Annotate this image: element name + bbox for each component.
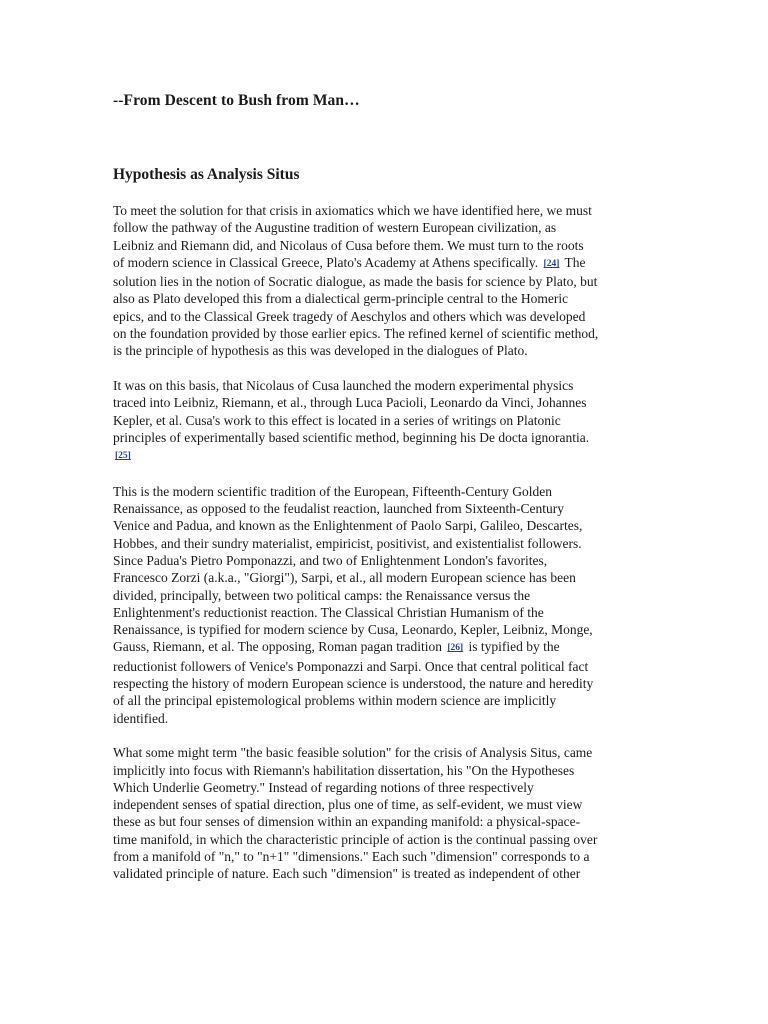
text-line — [113, 848, 658, 865]
text-line — [113, 813, 658, 830]
page-heading: --From Descent to Bush from Man… — [113, 92, 360, 109]
text-segment: Which Underlie Geometry." Instead of regarding notions of three respectively — [113, 779, 534, 795]
text-line — [113, 219, 658, 236]
text-line — [113, 621, 658, 638]
text-line — [113, 552, 658, 569]
text-line — [113, 779, 658, 796]
text-segment: Renaissance, is typified for modern science by Cusa, Leonardo, Kepler, Leibniz, Monge, — [113, 622, 593, 638]
text-line — [113, 692, 658, 709]
text-segment: is typified by the — [465, 639, 560, 655]
text-segment: on the foundation provided by those earlier epics. The refined kernel of scientific method, — [113, 326, 599, 342]
paragraph — [113, 377, 658, 465]
text-segment: Francesco Zorzi (a.k.a., "Giorgi"), Sarpi, et al., all modern European science has been — [113, 570, 576, 586]
text-segment: epics, and to the Classical Greek tragedy of Aeschylos and others which was developed — [113, 308, 586, 324]
text-segment: This is the modern scientific tradition of the European, Fifteenth-Century Golden — [113, 483, 553, 499]
text-segment: Venice and Padua, and known as the Enlightenment of Paolo Sarpi, Galileo, Descartes, — [113, 518, 583, 534]
text-line — [113, 429, 658, 446]
text-line — [113, 796, 658, 813]
text-line — [113, 202, 658, 219]
text-line — [113, 587, 658, 604]
text-line — [113, 254, 658, 273]
text-segment: implicitly into focus with Riemann's habilitation dissertation, his "On the Hypotheses — [113, 762, 575, 778]
text-segment: To meet the solution for that crisis in axiomatics which we have identified here, we must — [113, 203, 592, 218]
text-line — [113, 517, 658, 534]
text-segment: Leibniz and Riemann did, and Nicolaus of Cusa before them. We must turn to the roots — [113, 237, 584, 253]
text-line — [113, 710, 658, 727]
text-line — [113, 446, 658, 465]
text-segment: principles of experimentally based scientific method, beginning his De docta ignorantia. — [113, 429, 590, 445]
text-segment: Kepler, et al. Cusa's work to this effect is located in a series of writings on Platonic — [113, 412, 561, 428]
text-segment: solution lies in the notion of Socratic dialogue, as made the basis for science by Plato, but — [113, 274, 598, 290]
footnote-link[interactable]: [24] — [543, 258, 560, 269]
text-line — [113, 308, 658, 325]
text-line — [113, 865, 658, 882]
text-segment: The — [561, 254, 586, 270]
text-line — [113, 569, 658, 586]
text-segment: traced into Leibniz, Riemann, et al., through Luca Pacioli, Leonardo da Vinci, Johannes — [113, 395, 587, 411]
text-segment: respecting the history of modern European science is understood, the nature and heredity — [113, 676, 594, 692]
text-line — [113, 342, 658, 359]
text-line — [113, 744, 658, 761]
footnote-link[interactable]: [26] — [447, 643, 464, 654]
text-line — [113, 762, 658, 779]
text-segment: of modern science in Classical Greece, Plato's Academy at Athens specifically. — [113, 254, 542, 270]
text-segment: It was on this basis, that Nicolaus of Cusa launched the modern experimental physics — [113, 377, 574, 393]
text-line — [113, 483, 658, 500]
text-segment: divided, principally, between two political camps: the Renaissance versus the — [113, 587, 531, 603]
text-segment: reductionist followers of Venice's Pomponazzi and Sarpi. Once that central political fact — [113, 658, 589, 674]
section-title: Hypothesis as Analysis Situs — [113, 166, 300, 183]
text-segment: of all the principal epistemological problems within modern science are implicitly — [113, 693, 557, 709]
text-segment: Hobbes, and their sundry materialist, empiricist, positivist, and existentialist followers. — [113, 535, 582, 551]
text-segment: these as but four senses of dimension within an expanding manifold: a physical-space- — [113, 814, 581, 830]
text-segment: Enlightenment's reductionist reaction. The Classical Christian Humanism of the — [113, 604, 544, 620]
text-segment: What some might term "the basic feasible solution" for the crisis of Analysis Situs, came — [113, 745, 593, 761]
text-line — [113, 638, 658, 657]
text-line — [113, 273, 658, 290]
text-line — [113, 237, 658, 254]
text-line — [113, 535, 658, 552]
text-line — [113, 675, 658, 692]
paragraph — [113, 483, 658, 727]
text-line — [113, 325, 658, 342]
text-segment: identified. — [113, 710, 169, 726]
text-segment: follow the pathway of the Augustine tradition of western European civilization, as — [113, 220, 557, 236]
text-segment: Renaissance, as opposed to the feudalist reaction, launched from Sixteenth-Century — [113, 501, 564, 517]
text-segment: time manifold, in which the characteristic principle of action is the continual passing over — [113, 831, 598, 847]
text-line — [113, 658, 658, 675]
text-line — [113, 500, 658, 517]
paragraph — [113, 744, 658, 882]
body-text — [113, 202, 658, 900]
text-line — [113, 604, 658, 621]
text-line — [113, 290, 658, 307]
text-segment: from a manifold of "n," to "n+1" "dimensions." Each such "dimension" corresponds to a — [113, 848, 590, 864]
text-line — [113, 831, 658, 848]
text-line — [113, 377, 658, 394]
text-segment: Gauss, Riemann, et al. The opposing, Roman pagan tradition — [113, 639, 446, 655]
footnote-link[interactable]: [25] — [115, 451, 131, 462]
text-segment: independent senses of spatial direction, plus one of time, as self-evident, we must view — [113, 797, 583, 813]
text-line — [113, 412, 658, 429]
text-segment: Since Padua's Pietro Pomponazzi, and two of Enlightenment London's favorites, — [113, 552, 548, 568]
text-line — [113, 394, 658, 411]
text-segment: is the principle of hypothesis as this was developed in the dialogues of Plato. — [113, 343, 528, 359]
text-segment: also as Plato developed this from a dialectical germ-principle central to the Homeric — [113, 291, 569, 307]
paragraph — [113, 202, 658, 360]
text-segment: validated principle of nature. Each such "dimension" is treated as independent of other — [113, 866, 581, 882]
